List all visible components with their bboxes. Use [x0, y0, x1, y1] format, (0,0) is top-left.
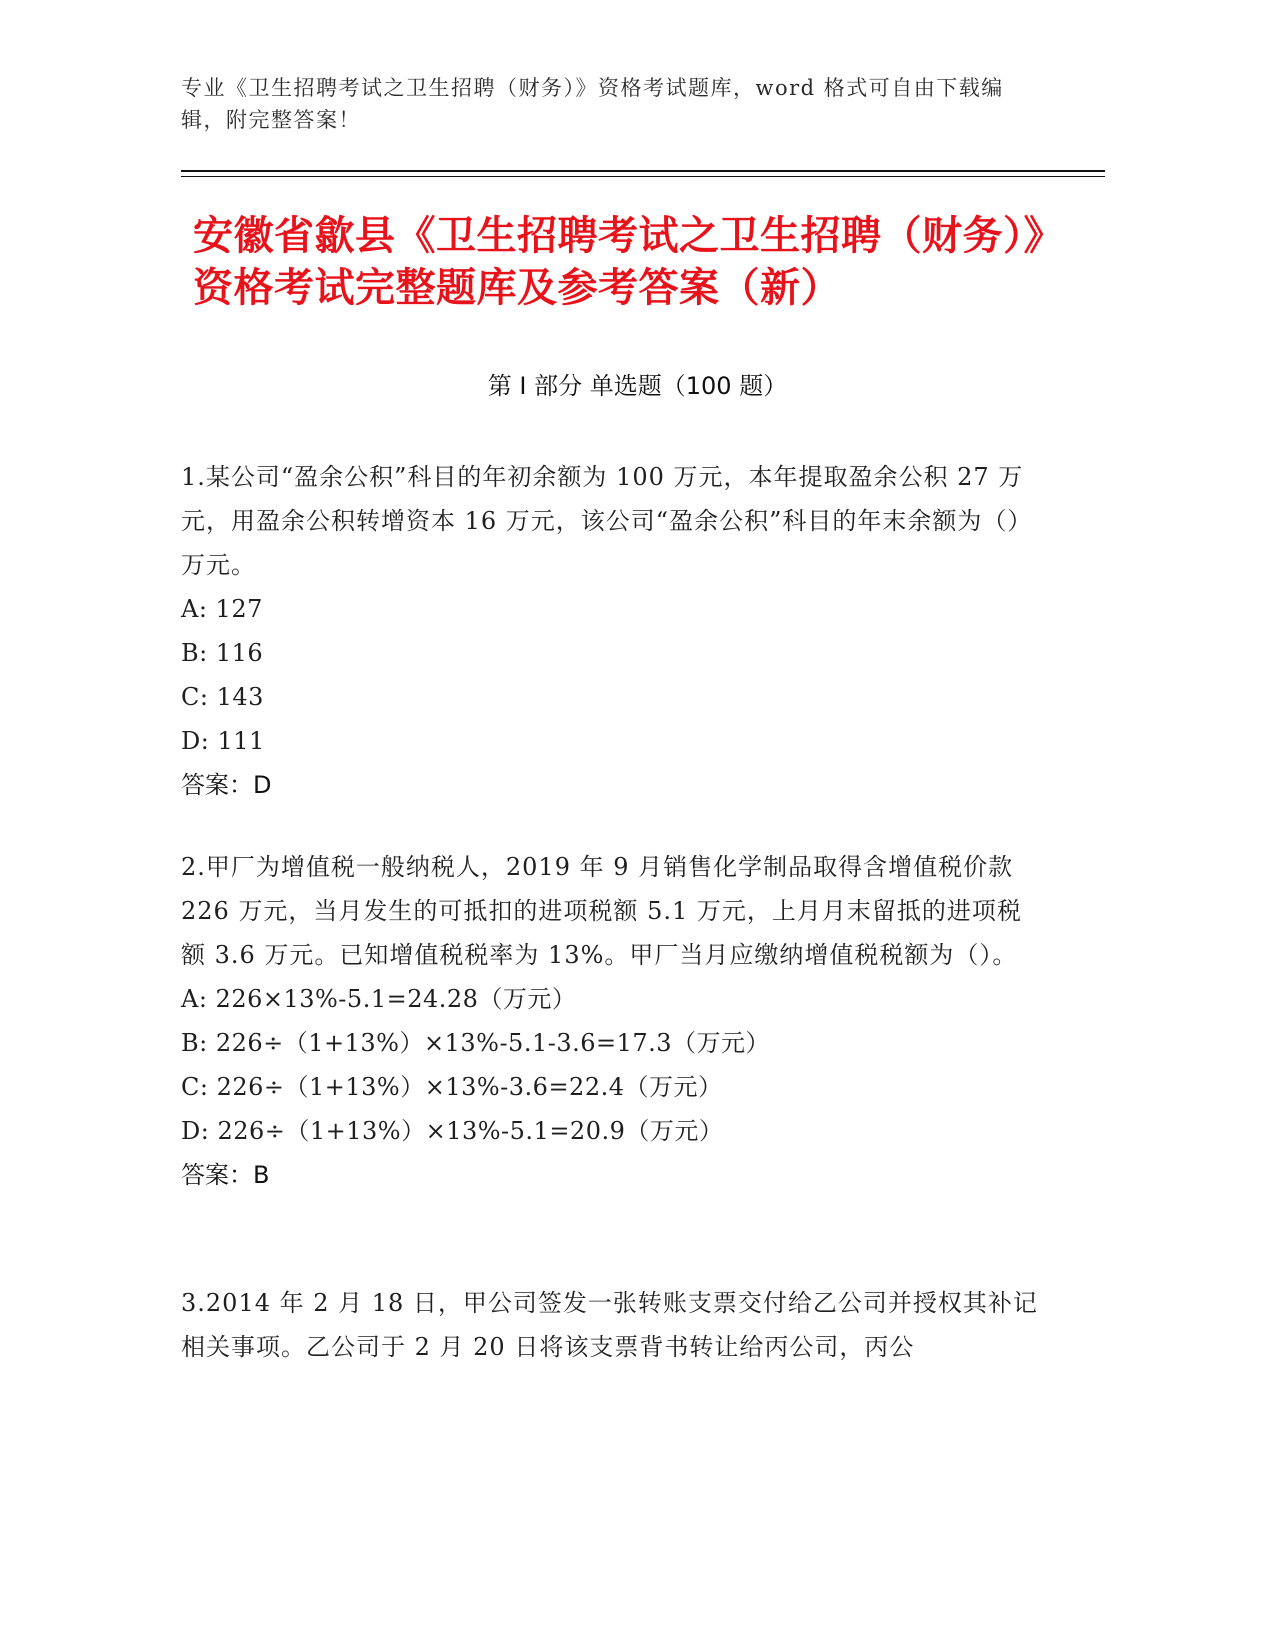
answer-line: 答案：B	[181, 1161, 270, 1189]
section-heading: 第 I 部分 单选题（100 题）	[487, 372, 788, 400]
option-d: D: 226÷（1+13%）×13%-5.1=20.9（万元）	[181, 1117, 724, 1145]
option-a: A: 127	[181, 595, 263, 623]
document-title: 安徽省歙县《卫生招聘考试之卫生招聘（财务）》资格考试完整题库及参考答案（新）	[193, 213, 1064, 311]
option-c: C: 226÷（1+13%）×13%-3.6=22.4（万元）	[181, 1073, 723, 1101]
option-a: A: 226×13%-5.1=24.28（万元）	[181, 985, 577, 1013]
header-rule-thick	[181, 170, 1105, 172]
header-rule-thin	[181, 176, 1105, 177]
question-text: 1.某公司“盈余公积”科目的年初余额为 100 万元，本年提取盈余公积 27 万元，用盈余公积转增资本 16 万元，该公司“盈余公积”科目的年末余额为（）万元。	[181, 463, 1033, 579]
option-d: D: 111	[181, 727, 265, 755]
question-text: 3.2014 年 2 月 18 日，甲公司签发一张转账支票交付给乙公司并授权其补记相关事项。乙公司于 2 月 20 日将该支票背书转让给丙公司，丙公	[181, 1289, 1038, 1361]
question-2	[181, 845, 1041, 1197]
option-b: B: 116	[181, 639, 264, 667]
question-text: 2.甲厂为增值税一般纳税人，2019 年 9 月销售化学制品取得含增值税价款 226 万元，当月发生的可抵扣的进项税额 5.1 万元，上月月末留抵的进项税额 3.6 万元。已知增值税税率为 13%。甲厂当月应缴纳增值税税额为（）。	[181, 853, 1022, 969]
question-3	[181, 1281, 1041, 1369]
header-note: 专业《卫生招聘考试之卫生招聘（财务）》资格考试题库，word 格式可自由下载编辑，附完整答案！	[181, 76, 1004, 132]
question-1	[181, 455, 1041, 807]
answer-line: 答案：D	[181, 771, 272, 799]
option-c: C: 143	[181, 683, 264, 711]
option-b: B: 226÷（1+13%）×13%-5.1-3.6=17.3（万元）	[181, 1029, 771, 1057]
